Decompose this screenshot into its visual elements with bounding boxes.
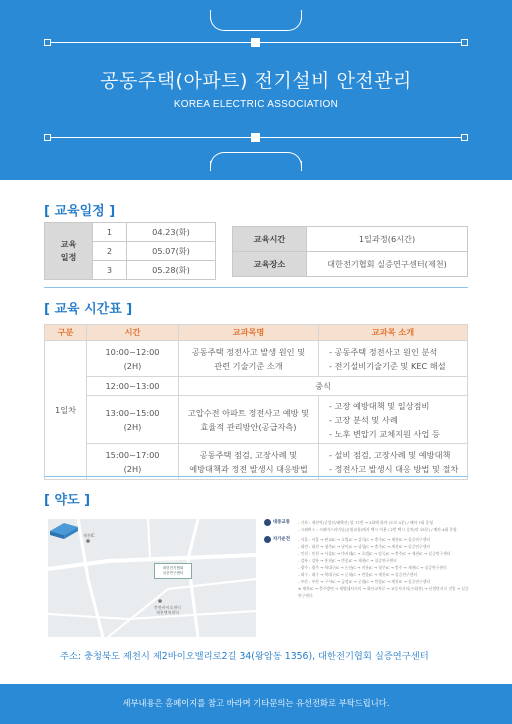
- building-label: 대한전기협회 실증연구센터: [154, 563, 192, 579]
- timetable: [44, 324, 468, 480]
- header-banner: [0, 0, 512, 180]
- bottom-bracket-decoration: [210, 152, 302, 166]
- driving-block: [264, 536, 470, 599]
- bus-icon: [264, 519, 271, 526]
- directions-panel: [264, 519, 470, 637]
- tick-decoration: [301, 161, 302, 171]
- corner-square-decoration: [461, 134, 468, 141]
- table-row: [45, 396, 468, 444]
- subject-cell: 공동주택 정전사고 발생 원인 및 관련 기술기준 소개: [179, 341, 319, 377]
- map-heading: [ 약도 ]: [44, 493, 91, 508]
- direction-line: - 강릉 : 강릉 → 홍천JC → 만종JC → 제천IC → 실증연구센터: [298, 558, 397, 563]
- direction-line: - 기차 : 제천역(중앙선/태백선) 앞 77번 → 2화예 하차 (도보 4분) / 배차 7회 운영: [298, 520, 433, 525]
- table-row: [45, 377, 468, 396]
- direction-line: - 시외버스 : 시외버스터미널(유원교통)에서 택시 이용 / 2번 택시 승차(약 15분) / 배차 4회 운영: [298, 527, 457, 532]
- timetable-header-row: [45, 325, 468, 341]
- course-place-value: 대한전기협회 실증연구센터(제천): [307, 252, 468, 277]
- footer-text: 세부내용은 홈페이지를 참고 바라며 기타문의는 유선전화로 부탁드립니다.: [122, 698, 390, 708]
- timetable-heading: [ 교육 시간표 ]: [44, 302, 133, 317]
- schedule-heading: [ 교육일정 ]: [44, 204, 116, 219]
- course-place-label: 교육장소: [233, 252, 307, 277]
- poi-label: 충북바이오센터 제천벤처센터: [154, 605, 182, 615]
- course-time-label: 교육시간: [233, 227, 307, 252]
- page-title: 공동주택(아파트) 전기설비 안전관리: [100, 70, 412, 92]
- intro-cell: - 공동주택 정전사고 원인 분석 - 전기설비기술기준 및 KEC 해설: [319, 341, 468, 377]
- schedule-number: 2: [93, 242, 127, 261]
- footer-banner: [0, 684, 512, 724]
- time-cell: 12:00~13:00: [87, 377, 179, 396]
- schedule-date: 04.23(화): [127, 223, 216, 242]
- schedule-date: 05.07(화): [127, 242, 216, 261]
- lunch-cell: 중식: [179, 377, 468, 396]
- direction-line: - 대전 : 대전 → 청주JC → 남이JC → 낭성JC → 충주JC → 제천IC → 실증연구센터: [298, 544, 431, 549]
- column-header: 교과목명: [179, 325, 319, 341]
- direction-line: - 인천 : 인천 → 서창JC → 마서데JC → 호법JC → 감곡JC → 충주JC → 제천IC → 실증연구센터: [298, 551, 451, 556]
- course-info-table: [232, 226, 468, 277]
- table-row: [45, 341, 468, 377]
- time-cell: 10:00~12:00 (2H): [87, 341, 179, 377]
- section-divider: [44, 287, 468, 288]
- address-text: 주소: 충청북도 제천시 제2바이오밸리로2길 34(왕암동 1356), 대한전기협회 실증연구센터: [60, 651, 429, 662]
- table-row: [45, 444, 468, 480]
- page-subtitle: KOREA ELECTRIC ASSOCIATION: [173, 99, 339, 110]
- intro-cell: - 설비 점검, 고장사례 및 예방대책 - 정전사고 발생시 대응 방법 및 절차: [319, 444, 468, 480]
- public-transport-label: 대중교통: [264, 519, 298, 526]
- subject-cell: 고압수전 아파트 정전사고 예방 및 효율적 관리방안(공급자측): [179, 396, 319, 444]
- top-bracket-decoration: [210, 17, 302, 31]
- schedule-number: 1: [93, 223, 127, 242]
- direction-line: - 광주 : 광주 → 북대구JC → 논산JC → 비룡JC → 청주JC → 충주 → 제천IC → 실증연구센터: [298, 565, 447, 570]
- location-map[interactable]: [48, 519, 256, 637]
- schedule-label: 교육 일정: [45, 223, 93, 280]
- car-icon: [264, 536, 271, 543]
- schedule-date: 05.28(화): [127, 261, 216, 280]
- course-time-value: 1일과정(6시간): [307, 227, 468, 252]
- center-square-decoration: [251, 38, 260, 47]
- corner-square-decoration: [44, 134, 51, 141]
- driving-label: 자가운전: [264, 536, 298, 543]
- corner-square-decoration: [461, 39, 468, 46]
- section-divider: [44, 476, 468, 477]
- direction-line: - 서울 : 서울 → 판교JC → 호법JC → 감곡JC → 충주JC → 제천IC → 실증연구센터: [298, 537, 431, 542]
- column-header: 시간: [87, 325, 179, 341]
- intro-cell: - 고장 예방대책 및 일상점비 - 고장 분석 및 사례 - 노후 변압기 교체지원 사업 등: [319, 396, 468, 444]
- subject-cell: 공동주택 점검, 고장사례 및 예방대책과 정전 발생시 대응방법: [179, 444, 319, 480]
- day-label: 1일차: [45, 341, 87, 480]
- center-square-decoration: [251, 133, 260, 142]
- public-transport-block: [264, 519, 470, 533]
- direction-note: ※ 제천IC → 충주방면 → 세명대사거리 → 화산교차로 → 교동사거리(우회전) → 산업단지로 진입 → 실증연구센터: [298, 586, 469, 598]
- time-cell: 13:00~15:00 (2H): [87, 396, 179, 444]
- poi-label: 제천IC: [83, 533, 95, 538]
- tick-decoration: [210, 161, 211, 171]
- tick-decoration: [301, 10, 302, 20]
- corner-square-decoration: [44, 39, 51, 46]
- schedule-number: 3: [93, 261, 127, 280]
- time-cell: 15:00~17:00 (2H): [87, 444, 179, 480]
- direction-line: - 대구 : 대구 → 북대구JC → 군위JC → 만종JC → 제천IC → 실증연구센터: [298, 572, 418, 577]
- direction-line: - 부산 : 부산 → 구서IC → 금정JC → 군위JC → 만종JC → 제천IC → 실증연구센터: [298, 579, 431, 584]
- column-header: 교과목 소개: [319, 325, 468, 341]
- column-header: 구분: [45, 325, 87, 341]
- building-icon: [48, 519, 80, 539]
- tick-decoration: [210, 10, 211, 20]
- schedule-table: [44, 222, 216, 280]
